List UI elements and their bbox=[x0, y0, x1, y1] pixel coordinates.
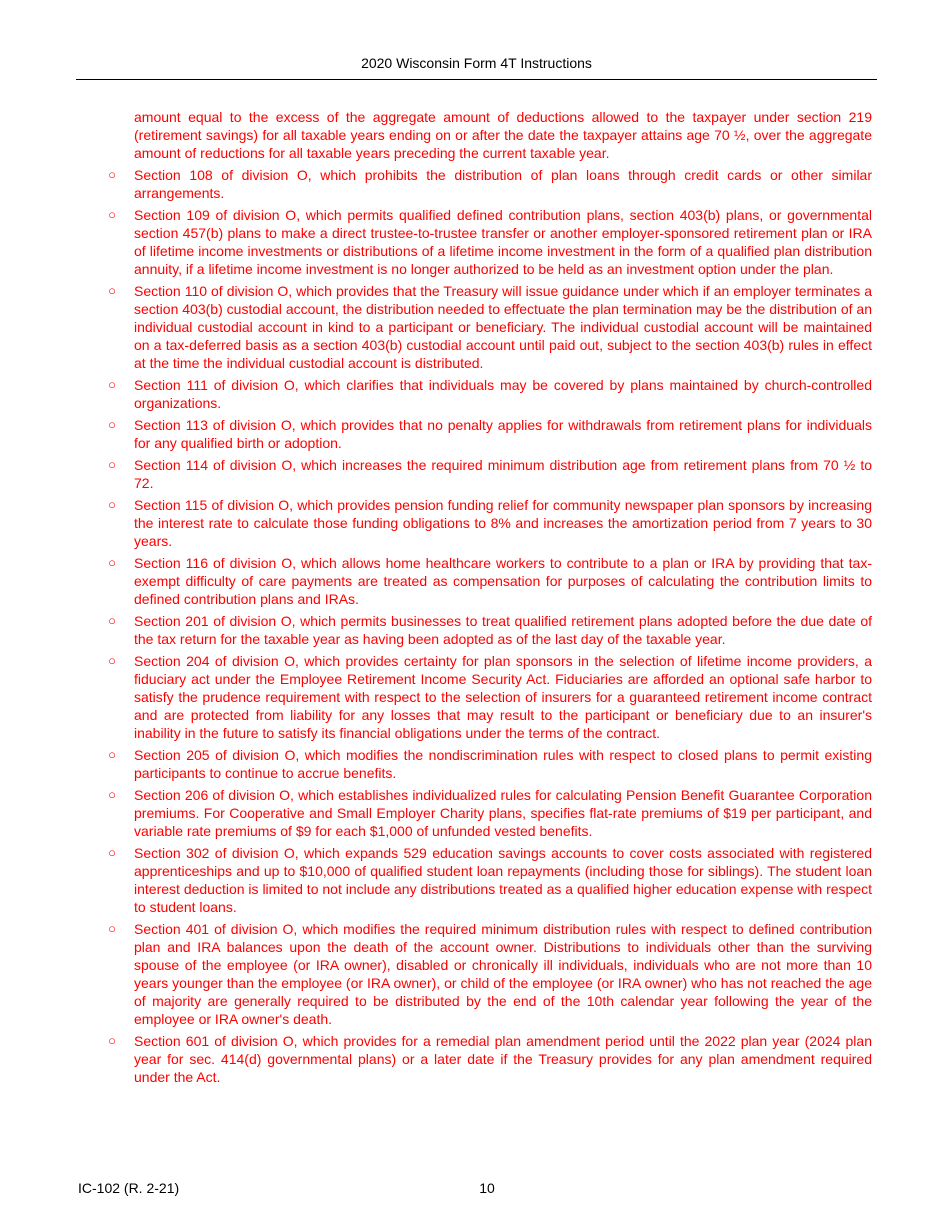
circle-bullet-icon: ○ bbox=[108, 207, 116, 222]
bullet-item bbox=[106, 1032, 872, 1086]
circle-bullet-icon: ○ bbox=[108, 613, 116, 628]
section-bullet-list bbox=[106, 166, 872, 1086]
circle-bullet-icon: ○ bbox=[108, 417, 116, 432]
bullet-text: Section 205 of division O, which modifies the nondiscrimination rules with respect to closed plans to permit existing participants to continue to accrue benefits. bbox=[134, 747, 872, 781]
bullet-item bbox=[106, 166, 872, 202]
circle-bullet-icon: ○ bbox=[108, 1033, 116, 1048]
bullet-text: Section 201 of division O, which permits businesses to treat qualified retirement plans adopted before the due date of the tax return for the taxable year as having been adopted as of the last day of the taxable year. bbox=[134, 613, 872, 647]
page-header-title: 2020 Wisconsin Form 4T Instructions bbox=[361, 55, 592, 71]
bullet-text: Section 114 of division O, which increases the required minimum distribution age from retirement plans from 70 ½ to 72. bbox=[134, 457, 872, 491]
continuation-paragraph: amount equal to the excess of the aggregate amount of deductions allowed to the taxpayer under section 219 (retirement savings) for all taxable years ending on or after the date the taxpayer attains age 70 ½, over the aggregate amount of reductions for all taxable years preceding the current taxable year. bbox=[134, 109, 872, 161]
circle-bullet-icon: ○ bbox=[108, 921, 116, 936]
bullet-text: Section 204 of division O, which provides certainty for plan sponsors in the selection of lifetime income providers, a fiduciary act under the Employee Retirement Income Security Act. Fiduciaries are afforded an optional safe harbor to satisfy the prudence requirement with respect to the selection of insurers for a guaranteed retirement income contract and are protected from liability for any losses that may result to the participant or beneficiary due to an insurer's inability in the future to satisfy its financial obligations under the terms of the contract. bbox=[134, 653, 872, 741]
bullet-text: Section 116 of division O, which allows home healthcare workers to contribute to a plan or IRA by providing that tax-exempt difficulty of care payments are treated as compensation for purposes of calculating the contribution limits to defined contribution plans and IRAs. bbox=[134, 555, 872, 607]
bullet-item bbox=[106, 456, 872, 492]
bullet-item bbox=[106, 496, 872, 550]
footer-page-number: 10 bbox=[479, 1180, 495, 1196]
bullet-text: Section 113 of division O, which provides that no penalty applies for withdrawals from retirement plans for individuals for any qualified birth or adoption. bbox=[134, 417, 872, 451]
bullet-item bbox=[106, 612, 872, 648]
bullet-item bbox=[106, 376, 872, 412]
circle-bullet-icon: ○ bbox=[108, 377, 116, 392]
bullet-text: Section 110 of division O, which provides that the Treasury will issue guidance under which if an employer terminates a section 403(b) custodial account, the distribution needed to effectuate the plan termination may be the distribution of an individual custodial account in kind to a participant or beneficiary. The individual custodial account will be maintained on a tax-deferred basis as a section 403(b) custodial account until paid out, subject to the section 403(b) rules in effect at the time the individual custodial account is distributed. bbox=[134, 283, 872, 371]
circle-bullet-icon: ○ bbox=[108, 283, 116, 298]
bullet-item bbox=[106, 554, 872, 608]
bullet-item bbox=[106, 746, 872, 782]
bullet-item bbox=[106, 416, 872, 452]
bullet-item bbox=[106, 786, 872, 840]
bullet-item bbox=[106, 282, 872, 372]
circle-bullet-icon: ○ bbox=[108, 845, 116, 860]
circle-bullet-icon: ○ bbox=[108, 787, 116, 802]
circle-bullet-icon: ○ bbox=[108, 497, 116, 512]
circle-bullet-icon: ○ bbox=[108, 555, 116, 570]
bullet-text: Section 302 of division O, which expands 529 education savings accounts to cover costs associated with registered apprenticeships and up to $10,000 of qualified student loan repayments (including those for siblings). The student loan interest deduction is limited to not include any distributions treated as a qualified higher education expense with respect to student loans. bbox=[134, 845, 872, 915]
bullet-text: Section 109 of division O, which permits qualified defined contribution plans, section 403(b) plans, or governmental section 457(b) plans to make a direct trustee-to-trustee transfer or another employer-sponsored retirement plan or IRA of lifetime income investments or distributions of a lifetime income investment in the form of a qualified plan distribution annuity, if a lifetime income investment is no longer authorized to be held as an investment option under the plan. bbox=[134, 207, 872, 277]
bullet-text: Section 401 of division O, which modifies the required minimum distribution rules with respect to defined contribution plan and IRA balances upon the death of the account owner. Distributions to individuals other than the surviving spouse of the employee (or IRA owner), disabled or chronically ill individuals, individuals who are not more than 10 years younger than the employee (or IRA owner), or child of the employee (or IRA owner) who has not reached the age of majority are generally required to be distributed by the end of the 10th calendar year following the year of the employee or IRA owner's death. bbox=[134, 921, 872, 1027]
footer-form-id: IC-102 (R. 2-21) bbox=[78, 1180, 180, 1196]
bullet-text: Section 601 of division O, which provides for a remedial plan amendment period until the 2022 plan year (2024 plan year for sec. 414(d) governmental plans) or a later date if the Treasury provides for any plan amendment required under the Act. bbox=[134, 1033, 872, 1085]
bullet-text: Section 111 of division O, which clarifies that individuals may be covered by plans maintained by church-controlled organizations. bbox=[134, 377, 872, 411]
bullet-item bbox=[106, 844, 872, 916]
bullet-text: Section 115 of division O, which provides pension funding relief for community newspaper plan sponsors by increasing the interest rate to calculate those funding obligations to 8% and increases the amortization period from 7 years to 30 years. bbox=[134, 497, 872, 549]
circle-bullet-icon: ○ bbox=[108, 457, 116, 472]
bullet-text: Section 206 of division O, which establishes individualized rules for calculating Pension Benefit Guarantee Corporation premiums. For Cooperative and Small Employer Charity plans, specifies flat-rate premiums of $19 per participant, and variable rate premiums of $9 for each $1,000 of unfunded vested benefits. bbox=[134, 787, 872, 839]
header-divider bbox=[76, 79, 877, 80]
page-content bbox=[106, 108, 872, 1090]
bullet-item bbox=[106, 206, 872, 278]
bullet-text: Section 108 of division O, which prohibits the distribution of plan loans through credit cards or other similar arrangements. bbox=[134, 167, 872, 201]
bullet-item bbox=[106, 920, 872, 1028]
circle-bullet-icon: ○ bbox=[108, 747, 116, 762]
bullet-item bbox=[106, 652, 872, 742]
circle-bullet-icon: ○ bbox=[108, 167, 116, 182]
circle-bullet-icon: ○ bbox=[108, 653, 116, 668]
